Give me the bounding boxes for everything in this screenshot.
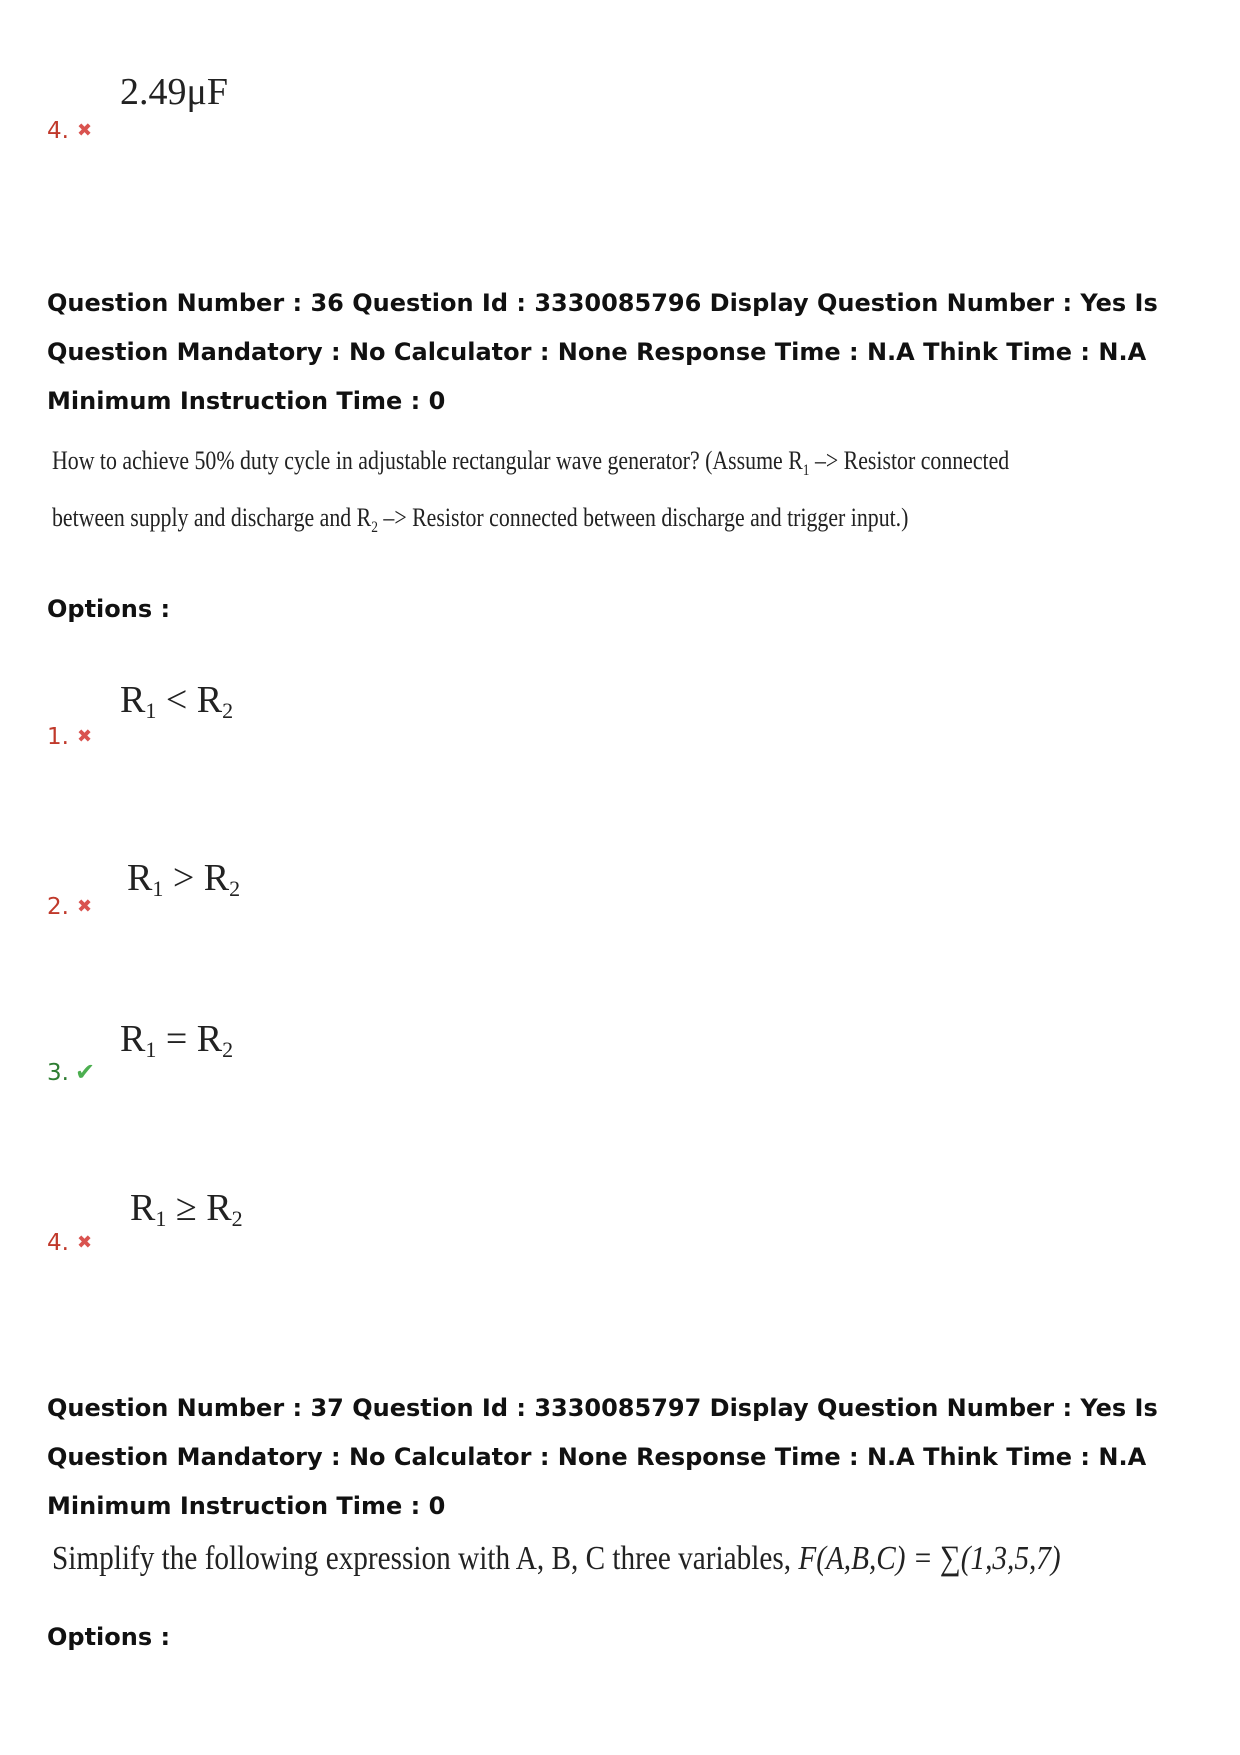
- q36-option-4-value: $R_1 \ge R_2$: [130, 1187, 243, 1231]
- question-37-meta: Question Number : 37 Question Id : 3330085797 Display Question Number : Yes Is Question Mandatory : No Calculator : None Response Time : N.A Think Time : N.A Minimum Instruction Time : 0: [47, 1394, 1158, 1520]
- q36-option-1-number: 1. ✖: [47, 724, 93, 750]
- cross-icon: ✖: [76, 120, 93, 141]
- q36-option-2-value: $R_1 > R_2$: [127, 857, 241, 901]
- question-36-text: [52, 437, 1009, 551]
- question-37-options-label: Options :: [47, 1623, 171, 1651]
- question-36-options-label: Options :: [47, 595, 171, 623]
- cross-icon: ✖: [76, 896, 93, 917]
- question-36-text-line-1: How to achieve 50% duty cycle in adjustable rectangular wave generator? (Assume $R_1$ –> Resistor connected: [52, 446, 1010, 480]
- question-36-text-line-2: between supply and discharge and $R_2$ –> Resistor connected between discharge and trigger input.): [52, 503, 909, 537]
- question-37-text: Simplify the following expression with A, B, C three variables, F(A,B,C) = ∑(1,3,5,7): [52, 1540, 1061, 1577]
- check-icon: ✔: [74, 1058, 96, 1086]
- cross-icon: ✖: [76, 1232, 93, 1253]
- prev-option-4-number: 4. ✖: [47, 118, 93, 144]
- q36-option-3-number: 3. ✔: [47, 1058, 96, 1086]
- prev-option-4-value: 2.49μF: [120, 71, 229, 113]
- q36-option-1-value: $R_1 < R_2$: [120, 679, 234, 723]
- cross-icon: ✖: [76, 726, 93, 747]
- question-37-expression: F(A,B,C) = ∑(1,3,5,7): [798, 1540, 1061, 1577]
- question-36-meta: Question Number : 36 Question Id : 3330085796 Display Question Number : Yes Is Question Mandatory : No Calculator : None Response Time : N.A Think Time : N.A Minimum Instruction Time : 0: [47, 289, 1158, 415]
- q36-option-4-number: 4. ✖: [47, 1230, 93, 1256]
- q36-option-2-number: 2. ✖: [47, 894, 93, 920]
- q36-option-3-value: $R_1 = R_2$: [120, 1018, 234, 1062]
